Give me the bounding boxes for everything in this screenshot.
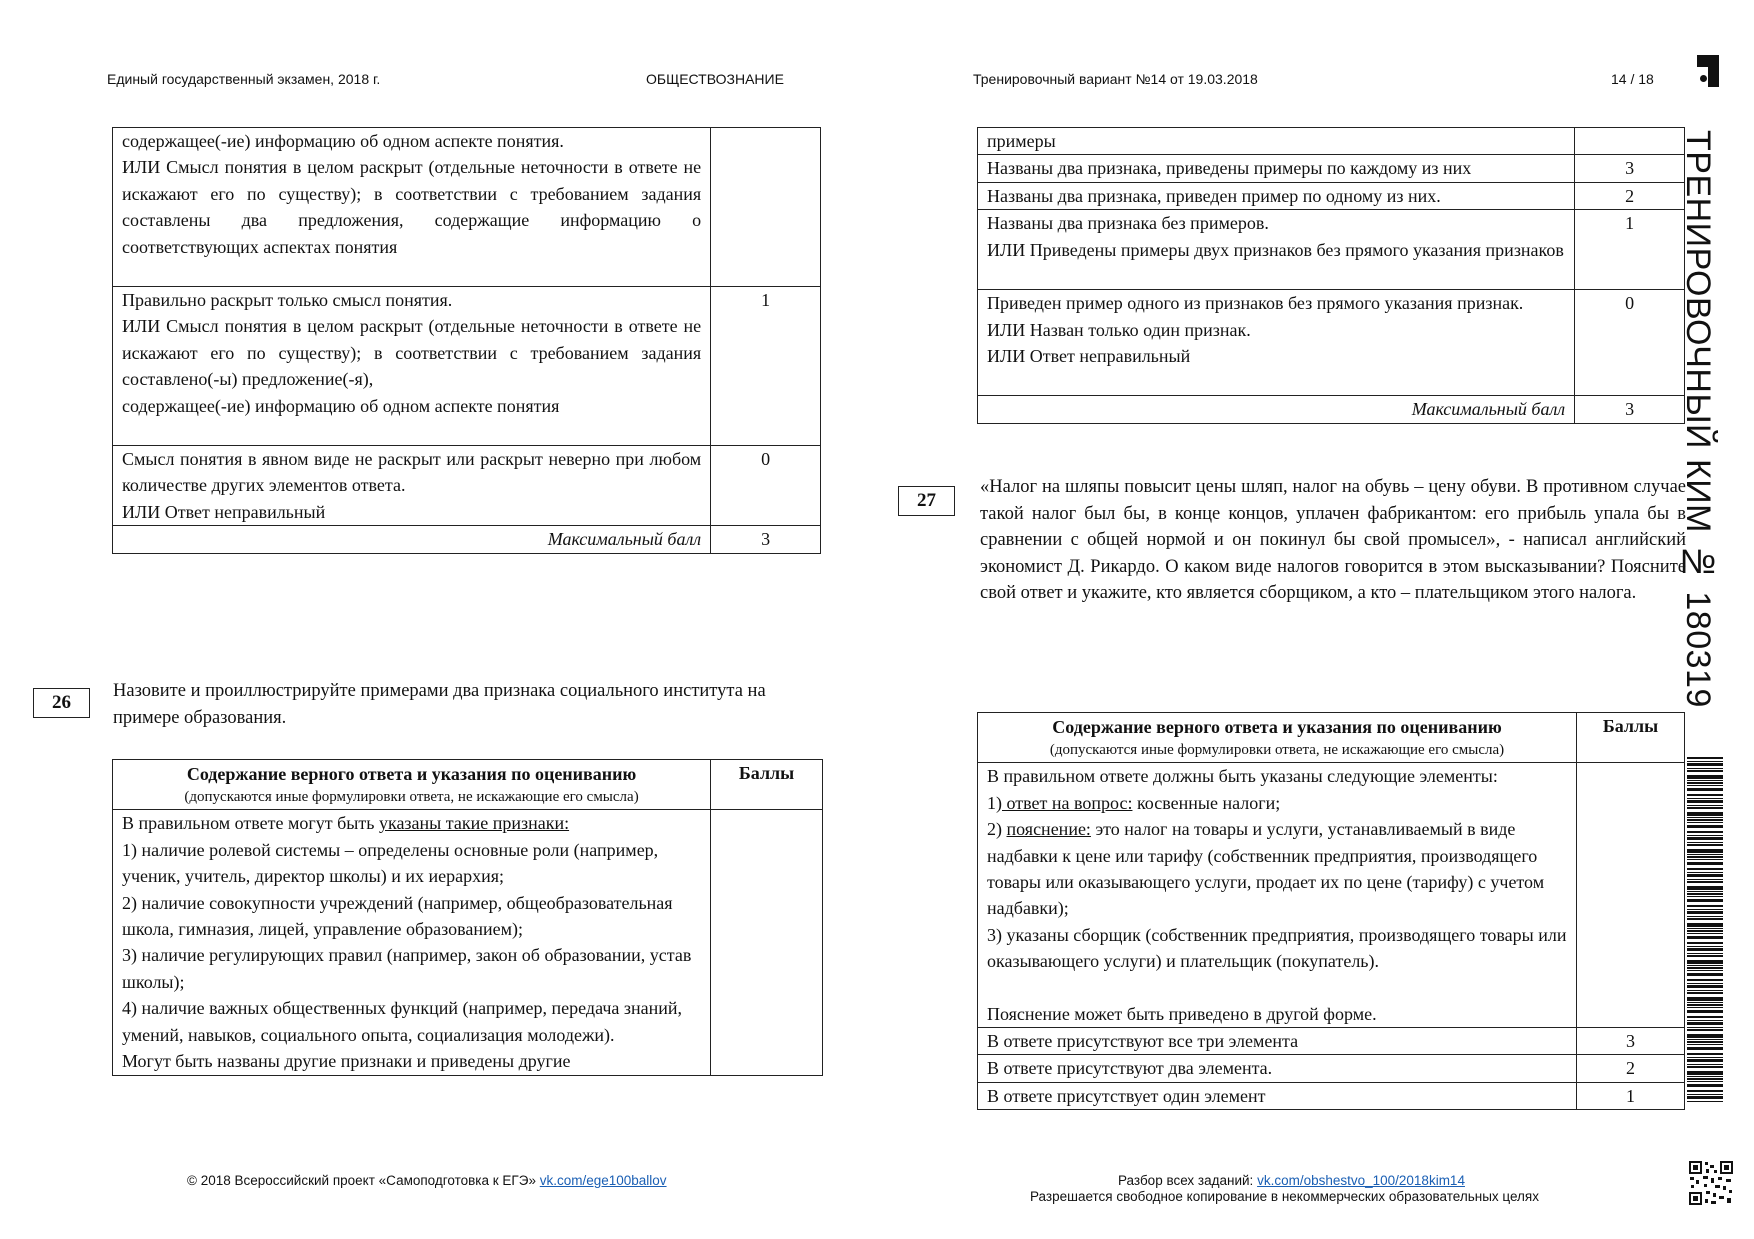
table-row xyxy=(113,287,821,446)
barcode-bar xyxy=(1687,763,1723,766)
header-subject: ОБЩЕСТВОЗНАНИЕ xyxy=(646,71,784,87)
table-header-row xyxy=(978,713,1685,763)
footer-copyright xyxy=(187,1173,667,1188)
answer-note: Пояснение может быть приведено в другой форме. xyxy=(987,1003,1377,1024)
barcode-bar xyxy=(1687,1010,1723,1013)
score-cell: 1 xyxy=(1577,1082,1685,1109)
barcode-bar xyxy=(1687,1084,1723,1087)
row-text: В ответе присутствует один элемент xyxy=(978,1082,1577,1109)
barcode-bar xyxy=(1687,905,1723,907)
barcode-bar xyxy=(1687,854,1723,855)
barcode-bar xyxy=(1687,868,1723,870)
footer-link-ege100ballov[interactable]: vk.com/ege100ballov xyxy=(539,1173,667,1188)
score-cell: 1 xyxy=(1575,210,1685,290)
barcode-bar xyxy=(1687,1034,1723,1038)
barcode-bar xyxy=(1687,825,1723,828)
barcode-bar xyxy=(1687,891,1723,892)
question-text-26: Назовите и проиллюстрируйте примерами два признака социального института на примере образования. xyxy=(113,681,766,728)
answer-item: Могут быть названы другие признаки и приведены другие xyxy=(122,1051,571,1072)
barcode-bar xyxy=(1687,812,1723,816)
barcode-bar xyxy=(1687,1047,1723,1050)
footer-license: Разрешается свободное копирование в некоммерческих образовательных целях xyxy=(1030,1189,1539,1204)
answer-item: 2) наличие совокупности учреждений (например, общеобразовательная школа, гимназия, лицей, управление образованием); xyxy=(122,892,673,940)
answer-table-27 xyxy=(977,712,1685,1110)
barcode-bar xyxy=(1687,770,1723,772)
barcode-bar xyxy=(1687,1029,1723,1031)
barcode-bar xyxy=(1687,805,1723,806)
left-scoring-table xyxy=(112,127,821,554)
intro-text: В правильном ответе могут быть xyxy=(122,813,375,834)
barcode-bar xyxy=(1687,970,1723,971)
row-line: Приведен пример одного из признаков без прямого указания признак. xyxy=(987,293,1524,314)
barcode-bar xyxy=(1687,983,1723,984)
max-score-label: Максимальный балл xyxy=(113,526,711,553)
barcode-bar xyxy=(1687,761,1723,762)
barcode-bar xyxy=(1687,800,1723,803)
barcode-bar xyxy=(1687,1039,1723,1040)
answer-intro: В правильном ответе должны быть указаны следующие элементы: xyxy=(987,766,1498,787)
barcode-bar xyxy=(1687,842,1723,843)
footer-link-kim14[interactable]: vk.com/obshestvo_100/2018kim14 xyxy=(1257,1173,1465,1188)
max-score-label: Максимальный балл xyxy=(978,396,1575,423)
barcode-bar xyxy=(1687,967,1723,969)
row-text: В ответе присутствуют два элемента. xyxy=(978,1055,1577,1082)
answer-item: 3) наличие регулирующих правил (например, закон об образовании, устав школы); xyxy=(122,945,692,992)
max-score-value: 3 xyxy=(711,526,821,553)
barcode-bar xyxy=(1687,798,1723,799)
row-text: Названы два признака, приведены примеры по каждому из них xyxy=(978,155,1575,182)
table-row xyxy=(978,290,1685,396)
row-text: Названы два признака, приведен пример по одному из них. xyxy=(978,182,1575,209)
barcode-bar xyxy=(1687,757,1723,759)
barcode-bar xyxy=(1687,859,1723,860)
barcode-bar xyxy=(1687,960,1723,964)
score-cell: 3 xyxy=(1577,1028,1685,1055)
score-cell xyxy=(711,128,821,287)
barcode-bar xyxy=(1687,985,1723,988)
barcode-bar xyxy=(1687,979,1723,981)
vertical-kim-label: ТРЕНИРОВОЧНЫЙ КИМ № 180319 xyxy=(1679,130,1717,708)
barcode-bar xyxy=(1687,1027,1723,1028)
table-row xyxy=(113,810,823,1076)
barcode-bar xyxy=(1687,1071,1723,1075)
row-line: Правильно раскрыт только смысл понятия. xyxy=(122,290,453,310)
barcode-bar xyxy=(1687,881,1723,883)
row-line: содержащее(-ие) информацию об одном аспекте понятия xyxy=(122,395,560,416)
barcode-bar xyxy=(1687,1076,1723,1077)
score-cell: 3 xyxy=(1575,155,1685,182)
barcode-bar xyxy=(1687,1064,1723,1065)
barcode-bar xyxy=(1687,1078,1723,1080)
row-line: ИЛИ Назван только один признак. xyxy=(987,319,1251,340)
answer-element xyxy=(987,790,1567,816)
header-subtitle: (допускаются иные формулировки ответа, не искажающие его смысла) xyxy=(184,789,639,806)
table-row xyxy=(978,128,1685,155)
barcode-bar xyxy=(1687,909,1723,910)
score-cell xyxy=(711,810,823,1076)
header-exam: Единый государственный экзамен, 2018 г. xyxy=(107,71,381,87)
table-header-row xyxy=(113,760,823,810)
answer-intro xyxy=(122,810,701,836)
barcode-bar xyxy=(1687,923,1723,927)
barcode-bar xyxy=(1687,936,1723,939)
barcode-bar xyxy=(1687,862,1723,865)
row-line: ИЛИ Смысл понятия в целом раскрыт (отдельные неточности в ответе не искажают его по существу); в соответствии с требованием задания составлено(-ы) предложение(-я), xyxy=(122,316,702,390)
barcode-bar xyxy=(1687,955,1723,957)
answer-item: 1) наличие ролевой системы – определены основные роли (например, ученик, учитель, директор школы) и их иерархия; xyxy=(122,839,659,887)
qr-code-icon xyxy=(1688,1160,1734,1206)
barcode-bar xyxy=(1687,807,1723,809)
barcode-bar xyxy=(1687,780,1723,781)
barcode-bar xyxy=(1687,916,1723,917)
barcode-bar xyxy=(1687,990,1723,991)
footer-copyright-text: © 2018 Всероссийский проект «Самоподготовка к ЕГЭ» xyxy=(187,1173,536,1188)
barcode-bar xyxy=(1687,997,1723,1001)
barcode-bar xyxy=(1687,930,1723,932)
table-row xyxy=(113,446,821,526)
table-row xyxy=(978,1028,1685,1055)
barcode-bar xyxy=(1687,1101,1723,1102)
row-line: Названы два признака без примеров. xyxy=(987,213,1269,234)
barcode-bar xyxy=(1687,1053,1723,1055)
row-text: примеры xyxy=(978,128,1575,155)
element-number: 1) xyxy=(987,792,1002,813)
row-line: ИЛИ Ответ неправильный xyxy=(987,346,1191,367)
score-cell: 1 xyxy=(711,287,821,446)
header-title: Содержание верного ответа и указания по оцениванию xyxy=(1052,717,1502,737)
barcode-bar xyxy=(1687,1004,1723,1006)
barcode-bar xyxy=(1687,1096,1723,1099)
barcode-bar xyxy=(1687,879,1723,880)
barcode-bar xyxy=(1687,1041,1723,1043)
table-row xyxy=(978,182,1685,209)
barcode-bar xyxy=(1687,822,1723,823)
barcode-bar xyxy=(1687,775,1723,779)
header-score: Баллы xyxy=(711,760,823,810)
barcode-bar xyxy=(1687,965,1723,966)
barcode-bar xyxy=(1687,973,1723,976)
barcode-bar xyxy=(1687,874,1723,877)
barcode-bar xyxy=(1687,844,1723,846)
question-text-27: «Налог на шляпы повысит цены шляп, налог на обувь – цену обуви. В противном случае такой налог был бы, в конце концов, уплачен фабрикантом: его прибыль упала бы в сравнении с общей нормой и он покинул бы свой промысел», - написал английский экономист Д. Рикардо. О каком виде налогов говорится в этом высказывании? Поясните свой ответ и укажите, кто является сборщиком, а кто – плательщиком этого налога. xyxy=(980,477,1686,603)
barcode-bar xyxy=(1687,893,1723,895)
row-line: содержащее(-ие) информацию об одном аспекте понятия. xyxy=(122,131,564,151)
barcode-bar xyxy=(1687,911,1723,914)
answer-element: 3) указаны сборщик (собственник предприятия, производящего товары или оказывающего услуги) и плательщик (покупатель). xyxy=(987,924,1567,972)
barcode-bar xyxy=(1687,1002,1723,1003)
barcode-bar xyxy=(1687,896,1723,897)
barcode-bar xyxy=(1687,837,1723,840)
barcode-bar xyxy=(1687,785,1723,786)
element-text: косвенные налоги; xyxy=(1132,792,1281,813)
footer-analysis-text: Разбор всех заданий: xyxy=(1118,1173,1254,1188)
barcode-bar xyxy=(1687,1090,1723,1092)
barcode-bar xyxy=(1687,849,1723,853)
barcode-bar xyxy=(1687,1081,1723,1082)
header-page-number: 14 / 18 xyxy=(1611,71,1654,87)
barcode-bar xyxy=(1687,1022,1723,1025)
element-text: это налог на товары и услуги, устанавливаемый в виде надбавки к цене или тарифу (собственник предприятия, производящего товары или оказывающего услуги, продает их по цене (тарифу) с учетом надбавки); xyxy=(987,819,1545,919)
barcode-bar xyxy=(1687,933,1723,934)
table-row xyxy=(978,1082,1685,1109)
right-scoring-table xyxy=(977,127,1685,424)
element-underlined: пояснение: xyxy=(1006,819,1091,840)
table-row xyxy=(978,396,1685,423)
question-number-27: 27 xyxy=(898,486,955,516)
header-subtitle: (допускаются иные формулировки ответа, не искажающие его смысла) xyxy=(1049,742,1505,759)
barcode-bar xyxy=(1687,918,1723,920)
logo-icon xyxy=(1697,55,1719,87)
table-row xyxy=(113,526,821,553)
barcode-bar xyxy=(1687,953,1723,954)
score-cell: 2 xyxy=(1575,182,1685,209)
barcode-bar xyxy=(1687,782,1723,784)
barcode-bar xyxy=(1687,1059,1723,1062)
row-text: В ответе присутствуют все три элемента xyxy=(978,1028,1577,1055)
row-line: Смысл понятия в явном виде не раскрыт или раскрыт неверно при любом количестве других элементов ответа. xyxy=(122,449,702,496)
barcode-bar xyxy=(1687,1044,1723,1045)
element-underlined: ответ на вопрос: xyxy=(1002,792,1133,813)
table-row xyxy=(978,155,1685,182)
table-row xyxy=(978,1055,1685,1082)
table-row xyxy=(978,210,1685,290)
table-row xyxy=(113,128,821,287)
barcode-bar xyxy=(1687,835,1723,836)
score-cell: 0 xyxy=(711,446,821,526)
row-line: ИЛИ Приведены примеры двух признаков без прямого указания признаков xyxy=(987,239,1564,260)
barcode-bar xyxy=(1687,768,1723,769)
score-cell xyxy=(1575,128,1685,155)
barcode-bar xyxy=(1687,1007,1723,1008)
score-cell xyxy=(1577,763,1685,1028)
question-number-26: 26 xyxy=(33,688,90,718)
header-variant: Тренировочный вариант №14 от 19.03.2018 xyxy=(973,71,1258,87)
barcode-bar xyxy=(1687,942,1723,944)
barcode-bar xyxy=(1687,886,1723,890)
barcode-bar xyxy=(1687,1066,1723,1068)
barcode-bar xyxy=(1687,872,1723,873)
element-number: 2) xyxy=(987,819,1002,840)
barcode-bar xyxy=(1687,1016,1723,1018)
barcode-bar xyxy=(1687,788,1723,791)
barcode-bar xyxy=(1687,856,1723,858)
barcode-bar xyxy=(1687,899,1723,902)
barcode-bar xyxy=(1687,1057,1723,1058)
barcode-bar xyxy=(1687,928,1723,929)
intro-underlined: указаны такие признаки: xyxy=(378,813,570,834)
answer-table-26 xyxy=(112,759,823,1076)
table-row xyxy=(978,763,1685,1028)
barcode-bar xyxy=(1687,794,1723,796)
barcode-bar xyxy=(1687,946,1723,947)
barcode-bar xyxy=(1687,817,1723,818)
barcode xyxy=(1687,757,1723,1102)
barcode-bar xyxy=(1687,948,1723,951)
answer-item: 4) наличие важных общественных функций (например, передача знаний, умений, навыков, социального опыта, социализация молодежи). xyxy=(122,998,683,1045)
max-score-value: 3 xyxy=(1575,396,1685,423)
barcode-bar xyxy=(1687,831,1723,833)
footer-analysis xyxy=(1118,1173,1465,1188)
row-line: ИЛИ Смысл понятия в целом раскрыт (отдельные неточности в ответе не искажают его по существу); в соответствии с требованием задания составлены два предложения, содержащие информацию о соответствующих аспектах понятия xyxy=(122,157,702,257)
answer-element xyxy=(987,816,1557,922)
header-score: Баллы xyxy=(1577,713,1685,763)
header-title: Содержание верного ответа и указания по оцениванию xyxy=(186,764,637,784)
score-cell: 0 xyxy=(1575,290,1685,396)
row-line: ИЛИ Ответ неправильный xyxy=(122,501,326,522)
barcode-bar xyxy=(1687,819,1723,821)
score-cell: 2 xyxy=(1577,1055,1685,1082)
barcode-bar xyxy=(1687,992,1723,994)
barcode-bar xyxy=(1687,1020,1723,1021)
barcode-bar xyxy=(1687,1094,1723,1095)
